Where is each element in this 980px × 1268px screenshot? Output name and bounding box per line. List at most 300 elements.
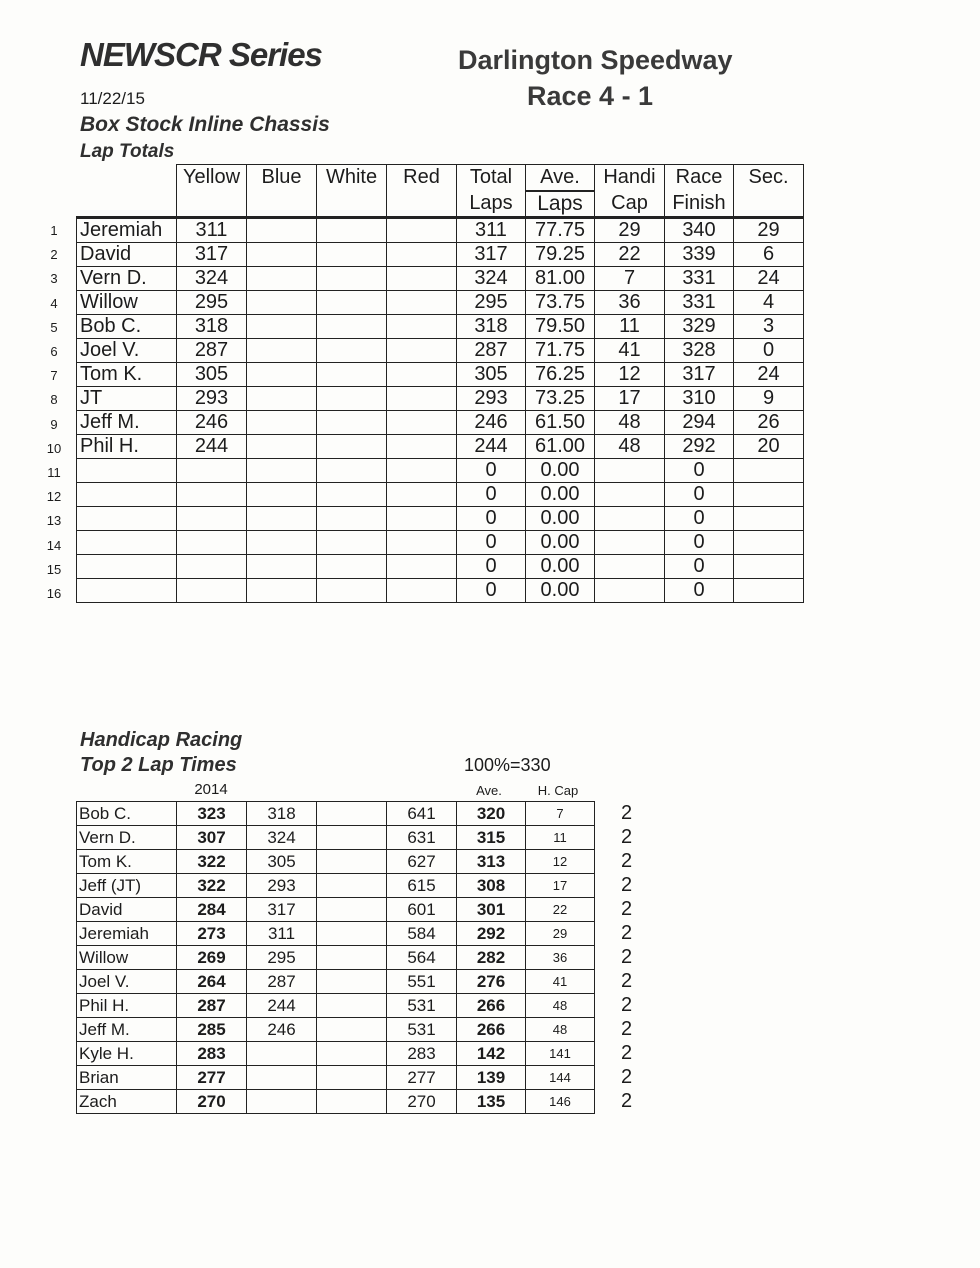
cell-ave: 292 bbox=[457, 922, 526, 946]
cell-yellow: 293 bbox=[177, 387, 247, 411]
table-row bbox=[77, 850, 655, 874]
cell-ave: 77.75 bbox=[526, 218, 595, 243]
cell-hcap: 41 bbox=[526, 970, 595, 994]
cell-handi: 22 bbox=[595, 243, 665, 267]
cell-c4 bbox=[317, 1042, 387, 1066]
cell-c4 bbox=[317, 898, 387, 922]
cell-handi: 29 bbox=[595, 218, 665, 243]
cell-lap2: 318 bbox=[247, 802, 317, 826]
cell-y2014: 322 bbox=[177, 874, 247, 898]
cell-handi: 12 bbox=[595, 363, 665, 387]
table-row bbox=[77, 339, 804, 363]
table-row bbox=[77, 459, 804, 483]
table-row bbox=[77, 387, 804, 411]
cell-total: 564 bbox=[387, 946, 457, 970]
row-number: 14 bbox=[46, 537, 62, 553]
cell-c4 bbox=[317, 946, 387, 970]
cell-total: 0 bbox=[457, 579, 526, 603]
cell-handi bbox=[595, 531, 665, 555]
cell-total: 318 bbox=[457, 315, 526, 339]
table-row bbox=[77, 994, 655, 1018]
cell-finish: 0 bbox=[665, 483, 734, 507]
cell-red bbox=[387, 435, 457, 459]
cell-yellow: 246 bbox=[177, 411, 247, 435]
cell-red bbox=[387, 218, 457, 243]
cell-sec: 4 bbox=[734, 291, 804, 315]
cell-white bbox=[317, 218, 387, 243]
cell-handi: 7 bbox=[595, 267, 665, 291]
cell-ave: 142 bbox=[457, 1042, 526, 1066]
cell-white bbox=[317, 339, 387, 363]
cell-total: 0 bbox=[457, 507, 526, 531]
row-number: 13 bbox=[46, 513, 62, 529]
row-number: 9 bbox=[50, 416, 58, 432]
cell-c4 bbox=[317, 826, 387, 850]
driver-name: Tom K. bbox=[77, 363, 177, 387]
cell-total: 324 bbox=[457, 267, 526, 291]
cell-finish: 0 bbox=[665, 531, 734, 555]
cell-blue bbox=[247, 363, 317, 387]
cell-finish: 339 bbox=[665, 243, 734, 267]
col-race-finish-top: Race bbox=[665, 165, 734, 192]
row-number: 1 bbox=[50, 223, 58, 238]
driver-name: Phil H. bbox=[77, 994, 177, 1018]
driver-name: Kyle H. bbox=[77, 1042, 177, 1066]
handicap-percent: 100%=330 bbox=[464, 755, 551, 775]
driver-name bbox=[77, 579, 177, 603]
table-row bbox=[77, 218, 804, 243]
cell-ave: 76.25 bbox=[526, 363, 595, 387]
cell-y2014: 269 bbox=[177, 946, 247, 970]
cell-blue bbox=[247, 507, 317, 531]
cell-total: 0 bbox=[457, 483, 526, 507]
cell-hcap: 141 bbox=[526, 1042, 595, 1066]
cell-y2014: 270 bbox=[177, 1090, 247, 1114]
cell-ave: 61.00 bbox=[526, 435, 595, 459]
driver-name: Joel V. bbox=[77, 339, 177, 363]
cell-ave: 320 bbox=[457, 802, 526, 826]
cell-sec: 0 bbox=[734, 339, 804, 363]
cell-c4 bbox=[317, 1090, 387, 1114]
cell-total: 627 bbox=[387, 850, 457, 874]
driver-name: Vern D. bbox=[77, 826, 177, 850]
cell-finish: 0 bbox=[665, 579, 734, 603]
cell-total: 584 bbox=[387, 922, 457, 946]
row-number: 11 bbox=[47, 465, 61, 480]
cell-red bbox=[387, 507, 457, 531]
driver-name: Phil H. bbox=[77, 435, 177, 459]
cell-sec: 24 bbox=[734, 267, 804, 291]
handicap-title: Handicap Racing bbox=[80, 729, 243, 751]
cell-total: 293 bbox=[457, 387, 526, 411]
driver-name bbox=[77, 555, 177, 579]
cell-ave: 301 bbox=[457, 898, 526, 922]
cell-y2014: 322 bbox=[177, 850, 247, 874]
row-number: 5 bbox=[50, 319, 58, 335]
cell-yellow: 318 bbox=[177, 315, 247, 339]
cell-white bbox=[317, 507, 387, 531]
cell-total: 0 bbox=[457, 531, 526, 555]
cell-handi bbox=[595, 507, 665, 531]
cell-ave: 71.75 bbox=[526, 339, 595, 363]
cell-y2014: 277 bbox=[177, 1066, 247, 1090]
cell-total: 305 bbox=[457, 363, 526, 387]
header-blank bbox=[77, 165, 177, 192]
cell-yellow bbox=[177, 579, 247, 603]
cell-total: 531 bbox=[387, 1018, 457, 1042]
cell-yellow bbox=[177, 531, 247, 555]
cell-red bbox=[387, 459, 457, 483]
cell-red bbox=[387, 267, 457, 291]
driver-name: Willow bbox=[77, 291, 177, 315]
cell-ext: 2 bbox=[621, 802, 633, 824]
cell-red bbox=[387, 531, 457, 555]
cell-total: 283 bbox=[387, 1042, 457, 1066]
col-ave-label: Ave. bbox=[476, 783, 502, 798]
cell-white bbox=[317, 267, 387, 291]
cell-total: 615 bbox=[387, 874, 457, 898]
cell-y2014: 283 bbox=[177, 1042, 247, 1066]
cell-blue bbox=[247, 243, 317, 267]
table-row bbox=[77, 898, 655, 922]
row-number: 10 bbox=[46, 440, 62, 456]
cell-ave: 81.00 bbox=[526, 267, 595, 291]
section-lap-totals: Lap Totals bbox=[80, 141, 175, 162]
cell-red bbox=[387, 387, 457, 411]
cell-blue bbox=[247, 218, 317, 243]
driver-name bbox=[77, 459, 177, 483]
cell-ext: 2 bbox=[621, 922, 633, 944]
cell-total: 0 bbox=[457, 459, 526, 483]
cell-finish: 0 bbox=[665, 507, 734, 531]
table-row bbox=[77, 507, 804, 531]
col-handicap-bottom: Cap bbox=[595, 191, 665, 218]
cell-ave: 73.75 bbox=[526, 291, 595, 315]
col-total-laps-bottom: Laps bbox=[457, 191, 526, 218]
cell-yellow: 244 bbox=[177, 435, 247, 459]
row-number: 7 bbox=[50, 368, 58, 384]
cell-lap2: 246 bbox=[247, 1018, 317, 1042]
cell-yellow bbox=[177, 555, 247, 579]
cell-blue bbox=[247, 483, 317, 507]
col-red-sub bbox=[387, 191, 457, 218]
cell-hcap: 29 bbox=[526, 922, 595, 946]
cell-white bbox=[317, 555, 387, 579]
cell-ave: 266 bbox=[457, 994, 526, 1018]
cell-yellow bbox=[177, 459, 247, 483]
cell-total: 631 bbox=[387, 826, 457, 850]
cell-hcap: 48 bbox=[526, 994, 595, 1018]
cell-handi: 11 bbox=[595, 315, 665, 339]
cell-blue bbox=[247, 435, 317, 459]
cell-ave: 0.00 bbox=[526, 507, 595, 531]
cell-blue bbox=[247, 531, 317, 555]
cell-ave: 0.00 bbox=[526, 459, 595, 483]
table-row bbox=[77, 922, 655, 946]
track-name: Darlington Speedway bbox=[458, 45, 733, 75]
cell-red bbox=[387, 339, 457, 363]
cell-ext: 2 bbox=[621, 874, 633, 896]
col-ave-laps-top: Ave. bbox=[526, 165, 595, 192]
cell-ext: 2 bbox=[621, 970, 633, 992]
handicap-subtitle: Top 2 Lap Times bbox=[80, 754, 237, 776]
cell-ext: 2 bbox=[621, 826, 633, 848]
cell-red bbox=[387, 243, 457, 267]
col-white-sub bbox=[317, 191, 387, 218]
cell-blue bbox=[247, 411, 317, 435]
cell-sec: 6 bbox=[734, 243, 804, 267]
table-row bbox=[77, 579, 804, 603]
driver-name: Jeff M. bbox=[77, 1018, 177, 1042]
cell-sec bbox=[734, 459, 804, 483]
cell-sec bbox=[734, 555, 804, 579]
table-row bbox=[77, 555, 804, 579]
cell-ave: 282 bbox=[457, 946, 526, 970]
cell-yellow: 287 bbox=[177, 339, 247, 363]
col-blue-sub bbox=[247, 191, 317, 218]
cell-white bbox=[317, 435, 387, 459]
cell-red bbox=[387, 411, 457, 435]
cell-hcap: 17 bbox=[526, 874, 595, 898]
cell-red bbox=[387, 315, 457, 339]
cell-ext: 2 bbox=[621, 946, 633, 968]
table-row bbox=[77, 411, 804, 435]
cell-y2014: 284 bbox=[177, 898, 247, 922]
cell-white bbox=[317, 291, 387, 315]
cell-finish: 331 bbox=[665, 267, 734, 291]
cell-ave: 0.00 bbox=[526, 531, 595, 555]
table-row bbox=[77, 363, 804, 387]
cell-total: 601 bbox=[387, 898, 457, 922]
cell-ave: 79.50 bbox=[526, 315, 595, 339]
cell-ext: 2 bbox=[621, 1042, 633, 1064]
cell-lap2: 305 bbox=[247, 850, 317, 874]
col-2014-label: 2014 bbox=[194, 781, 228, 798]
col-total-laps-top: Total bbox=[457, 165, 526, 192]
cell-red bbox=[387, 579, 457, 603]
table-row bbox=[77, 315, 804, 339]
cell-c4 bbox=[317, 922, 387, 946]
cell-red bbox=[387, 483, 457, 507]
driver-name: Bob C. bbox=[77, 315, 177, 339]
cell-handi: 36 bbox=[595, 291, 665, 315]
col-handicap-top: Handi bbox=[595, 165, 665, 192]
cell-finish: 331 bbox=[665, 291, 734, 315]
cell-blue bbox=[247, 555, 317, 579]
cell-ave: 139 bbox=[457, 1066, 526, 1090]
cell-c4 bbox=[317, 874, 387, 898]
cell-yellow: 295 bbox=[177, 291, 247, 315]
cell-total: 551 bbox=[387, 970, 457, 994]
table-row bbox=[77, 531, 804, 555]
cell-handi: 48 bbox=[595, 411, 665, 435]
cell-ave: 315 bbox=[457, 826, 526, 850]
table-row bbox=[77, 874, 655, 898]
cell-finish: 328 bbox=[665, 339, 734, 363]
cell-lap2: 311 bbox=[247, 922, 317, 946]
cell-ext: 2 bbox=[621, 1066, 633, 1088]
cell-handi: 17 bbox=[595, 387, 665, 411]
table-row bbox=[77, 267, 804, 291]
lap-totals-table bbox=[76, 164, 804, 603]
cell-blue bbox=[247, 267, 317, 291]
cell-c4 bbox=[317, 1066, 387, 1090]
driver-name bbox=[77, 507, 177, 531]
cell-c4 bbox=[317, 1018, 387, 1042]
col-ave-laps-bottom: Laps bbox=[526, 191, 595, 218]
col-blue: Blue bbox=[247, 165, 317, 192]
driver-name: Jeff (JT) bbox=[77, 874, 177, 898]
cell-total: 317 bbox=[457, 243, 526, 267]
cell-handi: 41 bbox=[595, 339, 665, 363]
cell-total: 531 bbox=[387, 994, 457, 1018]
table-row bbox=[77, 483, 804, 507]
cell-sec bbox=[734, 507, 804, 531]
cell-finish: 0 bbox=[665, 459, 734, 483]
cell-c4 bbox=[317, 994, 387, 1018]
cell-finish: 310 bbox=[665, 387, 734, 411]
cell-lap2 bbox=[247, 1066, 317, 1090]
col-yellow: Yellow bbox=[177, 165, 247, 192]
cell-finish: 317 bbox=[665, 363, 734, 387]
driver-name: David bbox=[77, 898, 177, 922]
cell-y2014: 285 bbox=[177, 1018, 247, 1042]
cell-handi bbox=[595, 459, 665, 483]
cell-c4 bbox=[317, 970, 387, 994]
driver-name: Jeremiah bbox=[77, 922, 177, 946]
cell-blue bbox=[247, 291, 317, 315]
cell-ext: 2 bbox=[621, 850, 633, 872]
col-hcap-label: H. Cap bbox=[537, 783, 579, 798]
cell-y2014: 273 bbox=[177, 922, 247, 946]
cell-ext: 2 bbox=[621, 898, 633, 920]
table-row bbox=[77, 826, 655, 850]
cell-c4 bbox=[317, 802, 387, 826]
cell-handi bbox=[595, 579, 665, 603]
cell-yellow: 324 bbox=[177, 267, 247, 291]
driver-name: Zach bbox=[77, 1090, 177, 1114]
table-row bbox=[77, 243, 804, 267]
driver-name bbox=[77, 531, 177, 555]
cell-ave: 79.25 bbox=[526, 243, 595, 267]
cell-lap2: 324 bbox=[247, 826, 317, 850]
table-row bbox=[77, 970, 655, 994]
row-number: 6 bbox=[50, 344, 58, 359]
table-row bbox=[77, 1042, 655, 1066]
table-row bbox=[77, 1066, 655, 1090]
cell-sec bbox=[734, 579, 804, 603]
cell-hcap: 146 bbox=[526, 1090, 595, 1114]
driver-name: JT bbox=[77, 387, 177, 411]
cell-ave: 0.00 bbox=[526, 483, 595, 507]
cell-ave: 61.50 bbox=[526, 411, 595, 435]
cell-finish: 340 bbox=[665, 218, 734, 243]
row-number: 3 bbox=[50, 271, 58, 287]
cell-handi bbox=[595, 483, 665, 507]
row-number: 12 bbox=[46, 489, 62, 505]
cell-hcap: 22 bbox=[526, 898, 595, 922]
cell-white bbox=[317, 387, 387, 411]
driver-name: Brian bbox=[77, 1066, 177, 1090]
cell-finish: 294 bbox=[665, 411, 734, 435]
race-date: 11/22/15 bbox=[80, 89, 145, 108]
cell-ave: 73.25 bbox=[526, 387, 595, 411]
cell-lap2: 244 bbox=[247, 994, 317, 1018]
driver-name: Willow bbox=[77, 946, 177, 970]
cell-y2014: 264 bbox=[177, 970, 247, 994]
cell-hcap: 48 bbox=[526, 1018, 595, 1042]
table-row bbox=[77, 946, 655, 970]
cell-blue bbox=[247, 315, 317, 339]
cell-yellow: 317 bbox=[177, 243, 247, 267]
col-yellow-sub bbox=[177, 191, 247, 218]
cell-hcap: 36 bbox=[526, 946, 595, 970]
cell-ave: 276 bbox=[457, 970, 526, 994]
col-white: White bbox=[317, 165, 387, 192]
driver-name: Bob C. bbox=[77, 802, 177, 826]
driver-name: Tom K. bbox=[77, 850, 177, 874]
cell-handi: 48 bbox=[595, 435, 665, 459]
col-race-finish-bottom: Finish bbox=[665, 191, 734, 218]
cell-sec: 24 bbox=[734, 363, 804, 387]
cell-total: 287 bbox=[457, 339, 526, 363]
cell-hcap: 7 bbox=[526, 802, 595, 826]
cell-total: 295 bbox=[457, 291, 526, 315]
cell-lap2: 293 bbox=[247, 874, 317, 898]
cell-ave: 266 bbox=[457, 1018, 526, 1042]
cell-ave: 0.00 bbox=[526, 579, 595, 603]
col-red: Red bbox=[387, 165, 457, 192]
driver-name: David bbox=[77, 243, 177, 267]
cell-sec: 29 bbox=[734, 218, 804, 243]
col-sec-sub bbox=[734, 191, 804, 218]
cell-sec bbox=[734, 483, 804, 507]
cell-ave: 308 bbox=[457, 874, 526, 898]
cell-total: 0 bbox=[457, 555, 526, 579]
cell-total: 270 bbox=[387, 1090, 457, 1114]
cell-red bbox=[387, 555, 457, 579]
cell-finish: 292 bbox=[665, 435, 734, 459]
table-row bbox=[77, 435, 804, 459]
cell-white bbox=[317, 363, 387, 387]
cell-finish: 0 bbox=[665, 555, 734, 579]
cell-total: 311 bbox=[457, 218, 526, 243]
cell-yellow bbox=[177, 483, 247, 507]
driver-name bbox=[77, 483, 177, 507]
cell-y2014: 307 bbox=[177, 826, 247, 850]
cell-total: 277 bbox=[387, 1066, 457, 1090]
cell-ext: 2 bbox=[621, 994, 633, 1016]
cell-lap2 bbox=[247, 1090, 317, 1114]
cell-white bbox=[317, 459, 387, 483]
cell-white bbox=[317, 579, 387, 603]
cell-lap2: 287 bbox=[247, 970, 317, 994]
cell-yellow: 311 bbox=[177, 218, 247, 243]
cell-red bbox=[387, 363, 457, 387]
cell-sec: 3 bbox=[734, 315, 804, 339]
header-blank bbox=[77, 191, 177, 218]
cell-white bbox=[317, 315, 387, 339]
row-number: 15 bbox=[46, 561, 62, 577]
cell-blue bbox=[247, 339, 317, 363]
series-title: NEWSCR Series bbox=[80, 36, 322, 73]
driver-name: Joel V. bbox=[77, 970, 177, 994]
row-number: 16 bbox=[46, 586, 62, 601]
cell-yellow: 305 bbox=[177, 363, 247, 387]
cell-total: 246 bbox=[457, 411, 526, 435]
cell-y2014: 287 bbox=[177, 994, 247, 1018]
cell-hcap: 11 bbox=[526, 826, 595, 850]
